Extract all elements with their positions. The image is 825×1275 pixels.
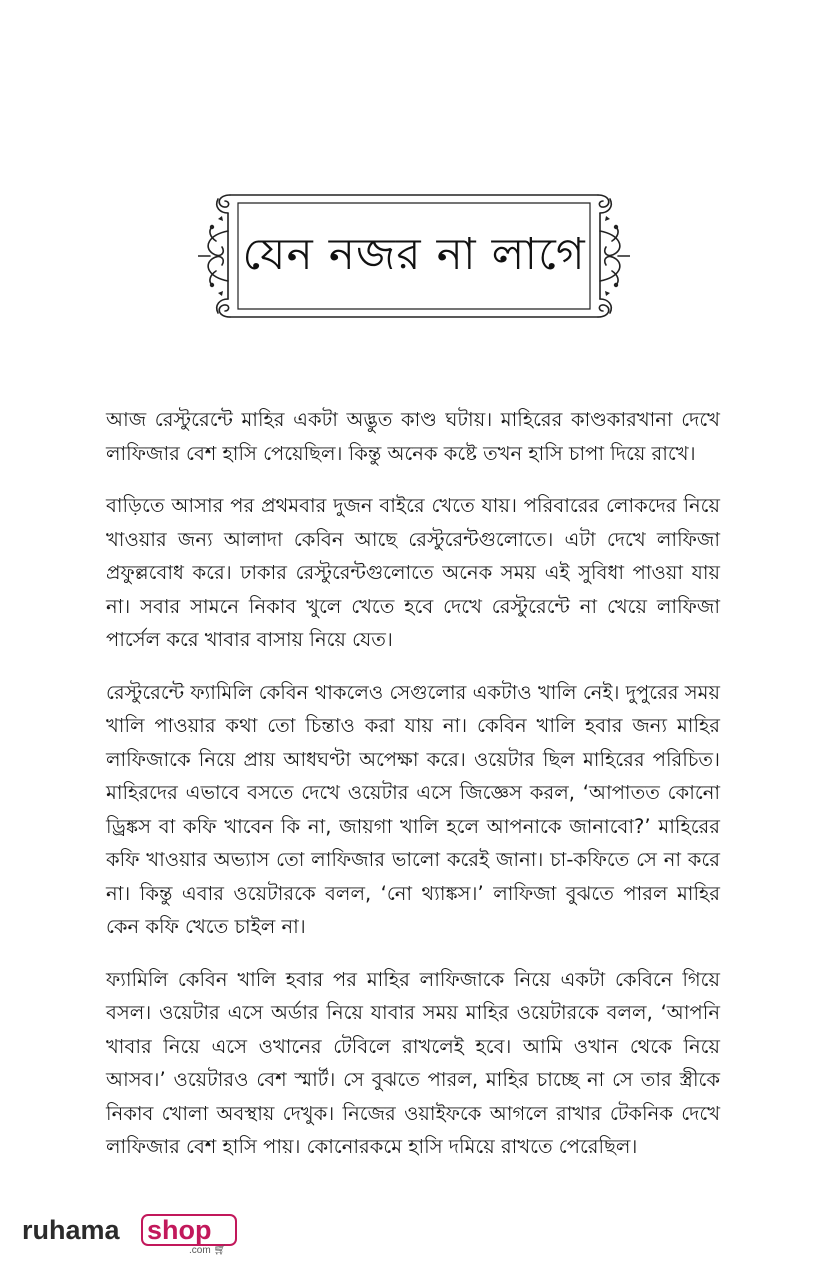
logo-highlight: shop — [147, 1215, 212, 1245]
chapter-title-frame — [198, 183, 630, 329]
logo-brand: ruhama — [22, 1215, 120, 1245]
paragraph: বাড়িতে আসার পর প্রথমবার দুজন বাইরে খেতে যায়। পরিবারের লোকদের নিয়ে খাওয়ার জন্য আলাদা কেবিন আছে রেস্টুরেন্টগুলোতে। এটা দেখে লাফিজা প্রফুল্লবোধ করে। ঢাকার রেস্টুরেন্টগুলোতে অনেক সময় এই সুবিধা পাওয়া যায় না। সবার সামনে নিকাব খুলে খেতে হবে দেখে রেস্টুরেন্টে না খেয়ে লাফিজা পার্সেল করে খাবার বাসায় নিয়ে যেত। — [106, 494, 720, 651]
logo-domain: .com 🛒︎ — [189, 1245, 227, 1256]
chapter-body — [106, 403, 720, 1183]
paragraph: রেস্টুরেন্টে ফ্যামিলি কেবিন থাকলেও সেগুলোর একটাও খালি নেই। দুপুরের সময় খালি পাওয়ার কথা তো চিন্তাও করা যায় না। কেবিন খালি হবার জন্য মাহির লাফিজাকে নিয়ে প্রায় আধঘণ্টা অপেক্ষা করে। ওয়েটার ছিল মাহিরের পরিচিত। মাহিরদের এভাবে বসতে দেখে ওয়েটার এসে জিজ্ঞেস করল, ‘আপাতত কোনো ড্রিঙ্কস বা কফি খাবেন কি না, জায়গা খালি হলে আপনাকে জানাবো?’ মাহিরের কফি খাওয়ার অভ্যাস তো লাফিজার ভালো করেই জানা। চা-কফিতে সে না করে না। কিন্তু এবার ওয়েটারকে বলল, ‘নো থ্যাঙ্কস।’ লাফিজা বুঝতে পারল মাহির কেন কফি খেতে চাইল না। — [106, 680, 720, 938]
paragraph: আজ রেস্টুরেন্টে মাহির একটা অদ্ভুত কাণ্ড ঘটায়। মাহিরের কাণ্ডকারখানা দেখে লাফিজার বেশ হাসি পেয়েছিল। কিন্তু অনেক কষ্টে তখন হাসি চাপা দিয়ে রাখে। — [106, 408, 720, 465]
cart-icon: 🛒︎ — [213, 1245, 227, 1256]
paragraph: ফ্যামিলি কেবিন খালি হবার পর মাহির লাফিজাকে নিয়ে একটা কেবিনে গিয়ে বসল। ওয়েটার এসে অর্ডার নিয়ে যাবার সময় মাহির ওয়েটারকে বলল, ‘আপনি খাবার নিয়ে এসে ওখানের টেবিলে রাখলেই হবে। আমি ওখান থেকে নিয়ে আসব।’ ওয়েটারও বেশ স্মার্ট। সে বুঝতে পারল, মাহির চাচ্ছে না সে তার স্ত্রীকে নিকাব খোলা অবস্থায় দেখুক। নিজের ওয়াইফকে আগলে রাখার টেকনিক দেখে লাফিজার বেশ হাসি পায়। কোনোরকমে হাসি দমিয়ে রাখতে পেরেছিল। — [106, 967, 720, 1158]
chapter-title: যেন নজর না লাগে — [242, 229, 586, 280]
